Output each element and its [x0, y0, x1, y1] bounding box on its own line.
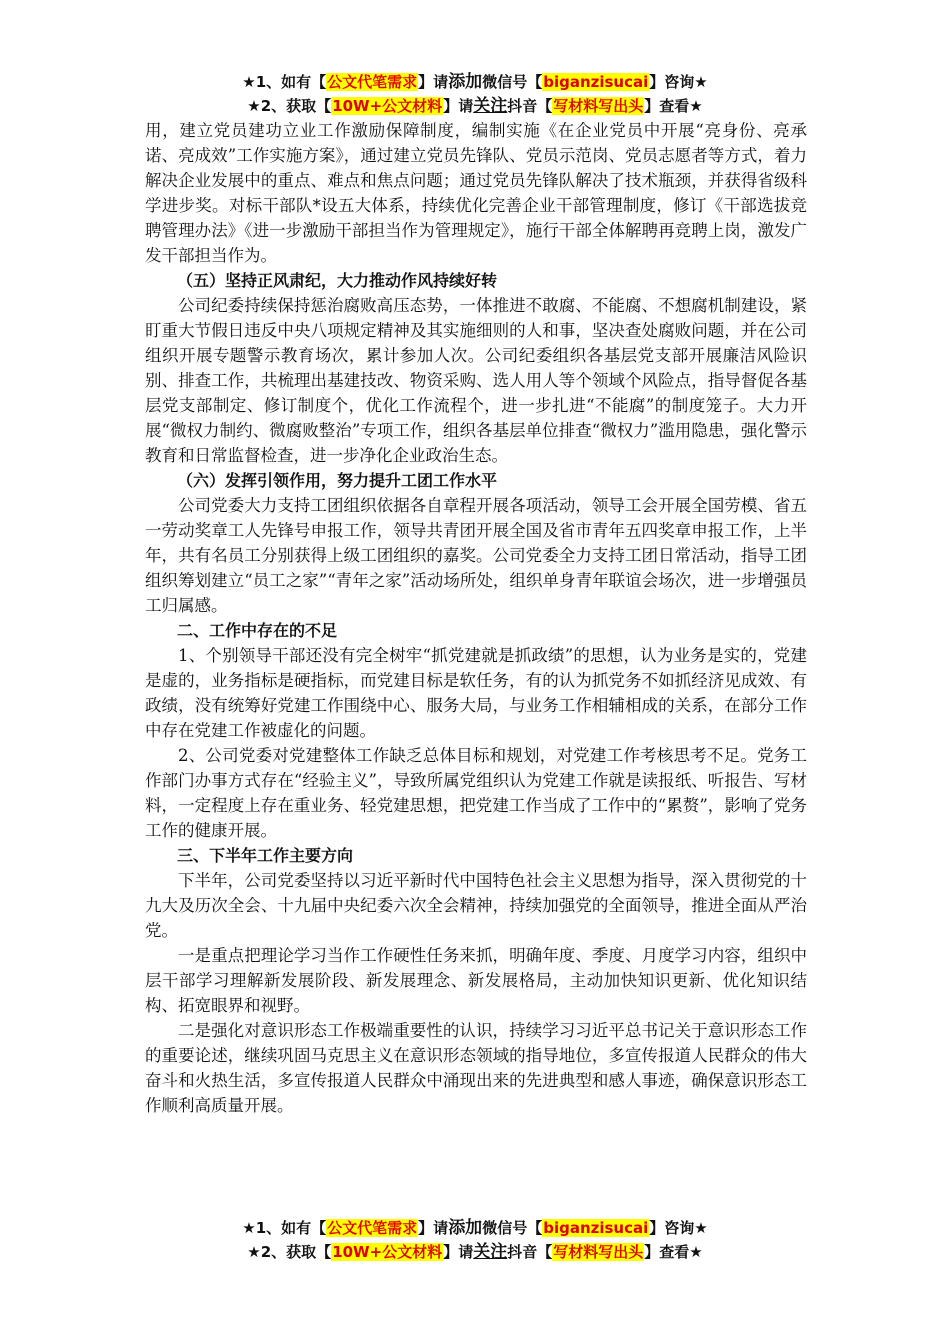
banner-text: 】查看★ — [644, 1243, 703, 1261]
banner-text: 】咨询★ — [649, 1219, 708, 1237]
banner-line-2 — [0, 1240, 950, 1264]
banner-line-2 — [0, 94, 950, 118]
highlight-materials: 10W+公文材料 — [332, 97, 443, 115]
banner-text: 抖音【 — [507, 1243, 553, 1261]
highlight-materials: 10W+公文材料 — [332, 1243, 443, 1261]
document-body — [145, 118, 807, 1118]
highlight-wechat-id: biganzisucai — [543, 1219, 649, 1237]
paragraph: 一是重点把理论学习当作工作硬性任务来抓，明确年度、季度、月度学习内容，组织中层干部学习理解新发展阶段、新发展理念、新发展格局，主动加快知识更新、优化知识结构、拓宽眼界和视野。 — [145, 946, 807, 1015]
banner-text: ★1、如有【 — [242, 73, 327, 91]
highlight-service: 公文代笔需求 — [327, 1219, 418, 1237]
highlight-wechat-id: biganzisucai — [543, 73, 649, 91]
section-heading: （五）坚持正风肃纪，大力推动作风持续好转 — [177, 271, 498, 290]
paragraph: 2、公司党委对党建整体工作缺乏总体目标和规划，对党建工作考核思考不足。党务工作部门办事方式存在“经验主义”，导致所属党组织认为党建工作就是读报纸、听报告、写材料，一定程度上存在重业务、轻党建思想，把党建工作当成了工作中的“累赘”，影响了党务工作的健康开展。 — [145, 746, 807, 840]
highlight-douyin-account: 写材料写出头 — [553, 1243, 644, 1261]
paragraph: 公司纪委持续保持惩治腐败高压态势，一体推进不敢腐、不能腐、不想腐机制建设，紧盯重大节假日违反中央八项规定精神及其实施细则的人和事，坚决查处腐败问题，并在公司组织开展专题警示教育场次，累计参加人次。公司纪委组织各基层党支部开展廉洁风险识别、排查工作，共梳理出基建技改、物资采购、选人用人等个领域个风险点，指导督促各基层党支部制定、修订制度个，优化工作流程个，进一步扎进“不能腐”的制度笼子。大力开展“微权力制约、微腐败整治”专项工作，组织各基层单位排查“微权力”滥用隐患，强化警示教育和日常监督检查，进一步净化企业政治生态。 — [145, 296, 807, 465]
footer-banner — [0, 1216, 950, 1264]
highlight-douyin-account: 写材料写出头 — [553, 97, 644, 115]
header-banner — [0, 70, 950, 118]
paragraph: 下半年，公司党委坚持以习近平新时代中国特色社会主义思想为指导，深入贯彻党的十九大及历次全会、十九届中央纪委六次全会精神，持续加强党的全面领导，推进全面从严治党。 — [145, 871, 807, 940]
paragraph: 二是强化对意识形态工作极端重要性的认识，持续学习习近平总书记关于意识形态工作的重要论述，继续巩固马克思主义在意识形态领域的指导地位，多宣传报道人民群众的伟大奋斗和火热生活，多宣传报道人民群众中涌现出来的先进典型和感人事迹，确保意识形态工作顺利高质量开展。 — [145, 1021, 807, 1115]
banner-emphasis: 关注 — [473, 1242, 508, 1262]
banner-emphasis: 关注 — [473, 96, 508, 116]
banner-text: 】请 — [443, 1243, 474, 1261]
section-heading: 三、下半年工作主要方向 — [177, 846, 354, 865]
banner-text: ★2、获取【 — [247, 97, 332, 115]
banner-text: 】请 — [418, 1219, 449, 1237]
banner-text: 】查看★ — [644, 97, 703, 115]
paragraph: 公司党委大力支持工团组织依据各自章程开展各项活动，领导工会开展全国劳模、省五一劳动奖章工人先锋号申报工作，领导共青团开展全国及省市青年五四奖章申报工作，上半年，共有名员工分别获得上级工团组织的嘉奖。公司党委全力支持工团日常活动，指导工团组织筹划建立“员工之家”“青年之家”活动场所处，组织单身青年联谊会场次，进一步增强员工归属感。 — [145, 496, 807, 615]
banner-text: ★1、如有【 — [242, 1219, 327, 1237]
banner-text: 】请 — [443, 97, 474, 115]
section-heading: （六）发挥引领作用，努力提升工团工作水平 — [177, 471, 498, 490]
banner-text: ★2、获取【 — [247, 1243, 332, 1261]
banner-text: 抖音【 — [507, 97, 553, 115]
banner-emphasis: 添加 — [448, 1218, 483, 1238]
highlight-service: 公文代笔需求 — [327, 73, 418, 91]
banner-line-1 — [0, 70, 950, 94]
banner-text: 微信号【 — [482, 73, 543, 91]
banner-text: 微信号【 — [482, 1219, 543, 1237]
banner-text: 】咨询★ — [649, 73, 708, 91]
banner-text: 】请 — [418, 73, 449, 91]
paragraph: 1、个别领导干部还没有完全树牢“抓党建就是抓政绩”的思想，认为业务是实的，党建是虚的，业务指标是硬指标，而党建目标是软任务，有的认为抓党务不如抓经济见成效、有政绩，没有统筹好党建工作围绕中心、服务大局，与业务工作相辅相成的关系，在部分工作中存在党建工作被虚化的问题。 — [145, 646, 807, 740]
section-heading: 二、工作中存在的不足 — [177, 621, 338, 640]
banner-emphasis: 添加 — [448, 72, 483, 92]
banner-line-1 — [0, 1216, 950, 1240]
paragraph: 用，建立党员建功立业工作激励保障制度，编制实施《在企业党员中开展“亮身份、亮承诺、亮成效”工作实施方案》，通过建立党员先锋队、党员示范岗、党员志愿者等方式，着力解决企业发展中的重点、难点和焦点问题；通过党员先锋队解决了技术瓶颈，并获得省级科学进步奖。对标干部队*设五大体系，持续优化完善企业干部管理制度，修订《干部选拔竞聘管理办法》《进一步激励干部担当作为管理规定》，施行干部全体解聘再竞聘上岗，激发广发干部担当作为。 — [145, 121, 807, 265]
